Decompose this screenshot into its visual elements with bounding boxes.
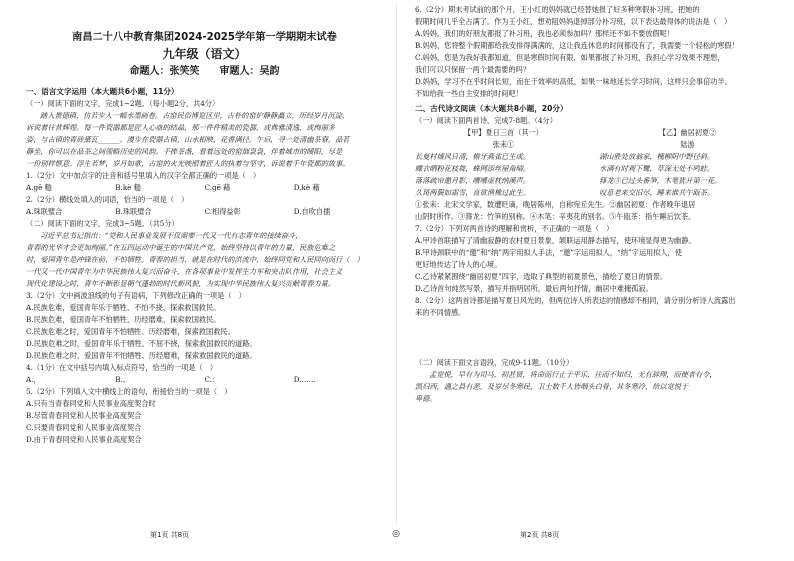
- passage-1-line: 诉说着往昔辉煌。每一件瓷器都是匠人心血的结晶，那一件件精美的瓷器，或典雅清逸，或绚丽多: [26, 123, 336, 132]
- poem-jia-title: 【甲】夏日三首（其一）: [463, 128, 543, 137]
- question-4: 4.（1分）在文中括号内填入标点符号，恰当的一项是（ ）: [26, 363, 218, 372]
- q7-option-a: A.甲诗首联描写了清幽寂静的农村夏日景象，颔联运用静态描写，使环境显得更为幽静。: [415, 236, 696, 245]
- q3-option-d2: D.民族危难之时，爱国青年不怕牺牲、历经磨难，探索救国救民的道路。: [26, 351, 257, 360]
- q6-option-b: B.妈妈，您将整个假期都给我安排得满满的，这让我连休息的时间都没有了，我需要一个轻松的寒假！: [415, 41, 739, 50]
- q4-option-c: C.：: [204, 375, 220, 384]
- passage-3-line: 凯归西，遇之县有恶，及岁尽冬寒民，卫士数千人皆咽头白骨，其冬寒冷，给以宽悦于: [415, 382, 689, 391]
- q4-option-d: D.……: [293, 375, 316, 384]
- question-1: 1.（2分）文中加点字的注音和括号里填入的汉字全都正确的一项是（ ）: [26, 171, 261, 180]
- section-1-heading: 一、语言文字运用（本大题共6小题，11分）: [26, 87, 179, 96]
- poem-yi-line: 湖山胜处放翁家，槐柳阴中野径斜。: [599, 152, 715, 161]
- q1-option-c: C.gē 藉: [204, 183, 231, 192]
- passage-3-line: 孟宽悦，早有为司马，初甚贤，将命而行止于平乐，往而不知归，无有辞理，而使者有令，: [429, 370, 717, 379]
- q7-option-d: D.乙诗首句纯然写景，描写并指明居所，最后两句抒情，幽居中难掩孤寂。: [415, 284, 653, 293]
- question-6: 6.（2分）期末考试前的那个月，王小红的妈妈就已经替她报了好多种寒假补习班，把她的: [415, 5, 700, 14]
- q5-option-a: A.只有当青春同党和人民事业高度契合时: [26, 399, 156, 408]
- passage-2-line: 时，爱国青年是冲锋在前、不怕牺牲。青春的担当，就是在时代的洪流中，始终同党和人民同向而行（ ）: [26, 255, 364, 264]
- question-4-options: [26, 374, 383, 386]
- part-2-intro: （二）阅读下面的文字，完成3~5题。（共5分）: [26, 219, 179, 228]
- question-8-cont: 来的不同情感。: [415, 308, 466, 317]
- q3-option-b: B.民族危难，爱国青年不怕牺牲、历经磨难，探索救国救民。: [26, 315, 221, 324]
- question-3: 3.（2分）文中画波浪线的句子有语病，下列修改正确的一项是（ ）: [26, 291, 246, 300]
- question-1-options: [26, 182, 383, 194]
- q3-option-d: D.民族危难之时，爱国青年乐于牺牲、不屈不挠，探索救国救民的道路。: [26, 339, 257, 348]
- seal-icon: ◎: [392, 529, 400, 539]
- passage-2-line: 一代又一代中国青年为中华民族伟大复兴而奋斗，在各项事业中发挥生力军和突击队作用，社会主义: [26, 267, 343, 276]
- exam-authors: 命题人：张笑笑 审题人：吴韵: [129, 66, 280, 77]
- passage-2-line: 习近平总书记指出：“党和人民事业发展不仅需要一代又一代有志青年的接续奋斗，: [40, 231, 303, 240]
- passage-1-line: 踏入景德镇，仿若步入一幅水墨画卷。古窑民俗博览区里，古朴的窑炉静静矗立，历经岁月沉淀，: [40, 111, 350, 120]
- question-7: 7.（2分）下列对两首诗的理解和赏析，不正确的一项是（ ）: [415, 224, 614, 233]
- q2-option-d: D.自吹自擂: [293, 207, 331, 216]
- q6-option-c-cont: 我们可以只保留一两个最需要的吗？: [415, 65, 531, 74]
- poem-notes-cont: 山阴时所作。③箨龙：竹笋的别称。④木笔：辛夷花的别名。⑤午瓯茶：指午睡后饮茶。: [415, 212, 696, 221]
- q3-option-c: C.民族危难之时，爱国青年不怕牺牲、历经磨难，探索救国救民。: [26, 327, 235, 336]
- q6-option-d: D.妈妈，学习不在乎时间长短，而在于效率的高低，如果一味地延长学习时间，这样只会事倍功半，: [415, 77, 732, 86]
- passage-1-line: 静坐，你可以在品茶之间领略历史的风韵。手捧茶盏，看着远处的窑烟袅袅，伴着城市的暖阳，尽是: [26, 147, 343, 156]
- q7-option-b-cont: 更好地传达了诗人的心境。: [415, 260, 502, 269]
- q2-option-c: C.相得益彰: [204, 207, 241, 216]
- q7-option-c: C.乙诗紧紧围绕“幽居初夏”四字，选取了典型的初夏景色，描绘了夏日的情景。: [415, 272, 668, 281]
- poem-yi: [599, 127, 776, 199]
- poem-jia-author: 张耒①: [492, 140, 515, 149]
- part-4-intro: （二）阅读下面文言语段，完成9-11题。（10分）: [415, 358, 574, 367]
- q2-option-a: A.珠联璧合: [26, 207, 63, 216]
- q1-option-a: A.gē 糙: [26, 183, 52, 192]
- passage-2-line: 青春的光华才会更加绚丽。”在五四运动中诞生的中国共产党，始终坚持以青年的力量，民族危难之: [26, 243, 336, 252]
- footer-page-2: 第2页 共8页: [520, 531, 560, 539]
- poem-yi-line: 叹息老来交旧尽，睡来谁共午瓯茶。: [599, 188, 715, 197]
- q5-option-b: B.尽管青春同党和人民事业高度契合: [26, 411, 142, 420]
- section-2-heading: 二、古代诗文阅读（本大题共8小题，20分）: [415, 104, 568, 113]
- passage-2-line: 现代化建设之时，青年不断彰显朝气蓬勃的时代新风貌，为实现中华民族伟大复兴贡献青春力量。: [26, 279, 336, 288]
- question-2-options: [26, 206, 383, 218]
- poem-yi-title: 【乙】幽居初夏②: [658, 128, 717, 137]
- q4-option-b: B.。: [115, 375, 131, 384]
- q1-option-d: D.kè 藉: [293, 183, 320, 192]
- question-5: 5.（2分）下列填入文中横线上的语句，衔接恰当的一项是（ ）: [26, 387, 232, 396]
- q2-option-b: B.珠联璧合: [115, 207, 152, 216]
- passage-3-line: 卑德。: [415, 394, 437, 403]
- q3-option-a: A.民族危难，爱国青年乐于牺牲、不怕不挠，探索救国救民。: [26, 303, 221, 312]
- q6-option-c: C.妈妈，您是为我好我都知道，但是寒假时间有限，如果都报了补习班，我担心学习效果不理想，: [415, 53, 725, 62]
- poem-jia-line: 落落疏帘邀月影，嘈嘈虚枕纳溪声。: [415, 176, 531, 185]
- question-2: 2.（2分）横线处填入的词语，恰当的一项是（ ）: [26, 195, 189, 204]
- poem-jia-line: 长夏村墟风日清，檐牙燕雀已生成。: [415, 152, 531, 161]
- footer-page-1: 第1页 共8页: [150, 531, 190, 539]
- part-1-intro: （一）阅读下面的文字，完成1~2题。（每小题2分，共4分）: [26, 99, 220, 108]
- passage-1-line: 一份别样惬意。浮生若梦，岁月如歌，古窑的火光映照着匠人的执着与坚守，诉说着千年瓷都的故事。: [26, 159, 350, 168]
- q6-option-d-cont: 不如给我一些自主安排的时间吧！: [415, 89, 523, 98]
- q1-option-b: B.kè 糙: [115, 183, 141, 192]
- poem-jia: [415, 127, 592, 199]
- q4-option-a: A.，: [26, 375, 41, 384]
- poem-yi-line: 箨龙③已过头番笋，木笔犹开第一花。: [599, 176, 722, 185]
- exam-title: 南昌二十八中教育集团2024-2025学年第一学期期末试卷: [72, 32, 337, 43]
- q6-option-a: A.妈妈，我们的好朋友都报了补习班，我也必须参加吗？那样还不如不要放假呢！: [415, 29, 675, 38]
- poem-notes: ①张耒：北宋文学家，数遭贬谪，晚居陈州，自称宛丘先生。②幽居初夏：作者晚年退居: [415, 200, 696, 209]
- part-3-intro: （一）阅读下面两首诗，完成7-8题。（4分）: [415, 116, 557, 125]
- page-right: [397, 0, 794, 561]
- exam-subtitle: 九年级（语文）: [162, 47, 247, 61]
- question-6-text: 假期时间几乎全占满了。作为王小红，想劝阻妈妈退掉部分补习班，以下表达最得体的说法是（ ）: [415, 17, 732, 26]
- poem-yi-line: 水满有时观下鹭，草深无处不鸣蛙。: [599, 164, 715, 173]
- q5-option-c: C.只要青春同党和人民事业高度契合: [26, 423, 142, 432]
- question-8: 8.（2分）这两首诗都是描写夏日风光的，但两位诗人所表达的情感却不相同，请分别分析诗人流露出: [415, 296, 736, 305]
- answer-space: [415, 319, 776, 357]
- q7-option-b: B.甲诗颈联中的“邀”和“纳”两字用拟人手法，“邀”字运用拟人，“纳”字运用拟人，使: [415, 248, 682, 257]
- poems-block: [415, 127, 776, 199]
- poem-jia-line: 久斑两鬓如霜雪，直欲渔樵过此生。: [415, 188, 531, 197]
- passage-1-line: 姿，与古镇的青砖黛瓦______。漫步在瓷器古镇，山水相映，花香满径。午后，寻一处清幽茶寮，品茗: [26, 135, 350, 144]
- poem-jia-line: 蝶衣晒粉花枝舞，蛛网添丝屋角晴。: [415, 164, 531, 173]
- poem-yi-author: 陆游: [680, 140, 695, 149]
- q5-option-d: D.由于青春同党和人民事业高度契合: [26, 435, 142, 444]
